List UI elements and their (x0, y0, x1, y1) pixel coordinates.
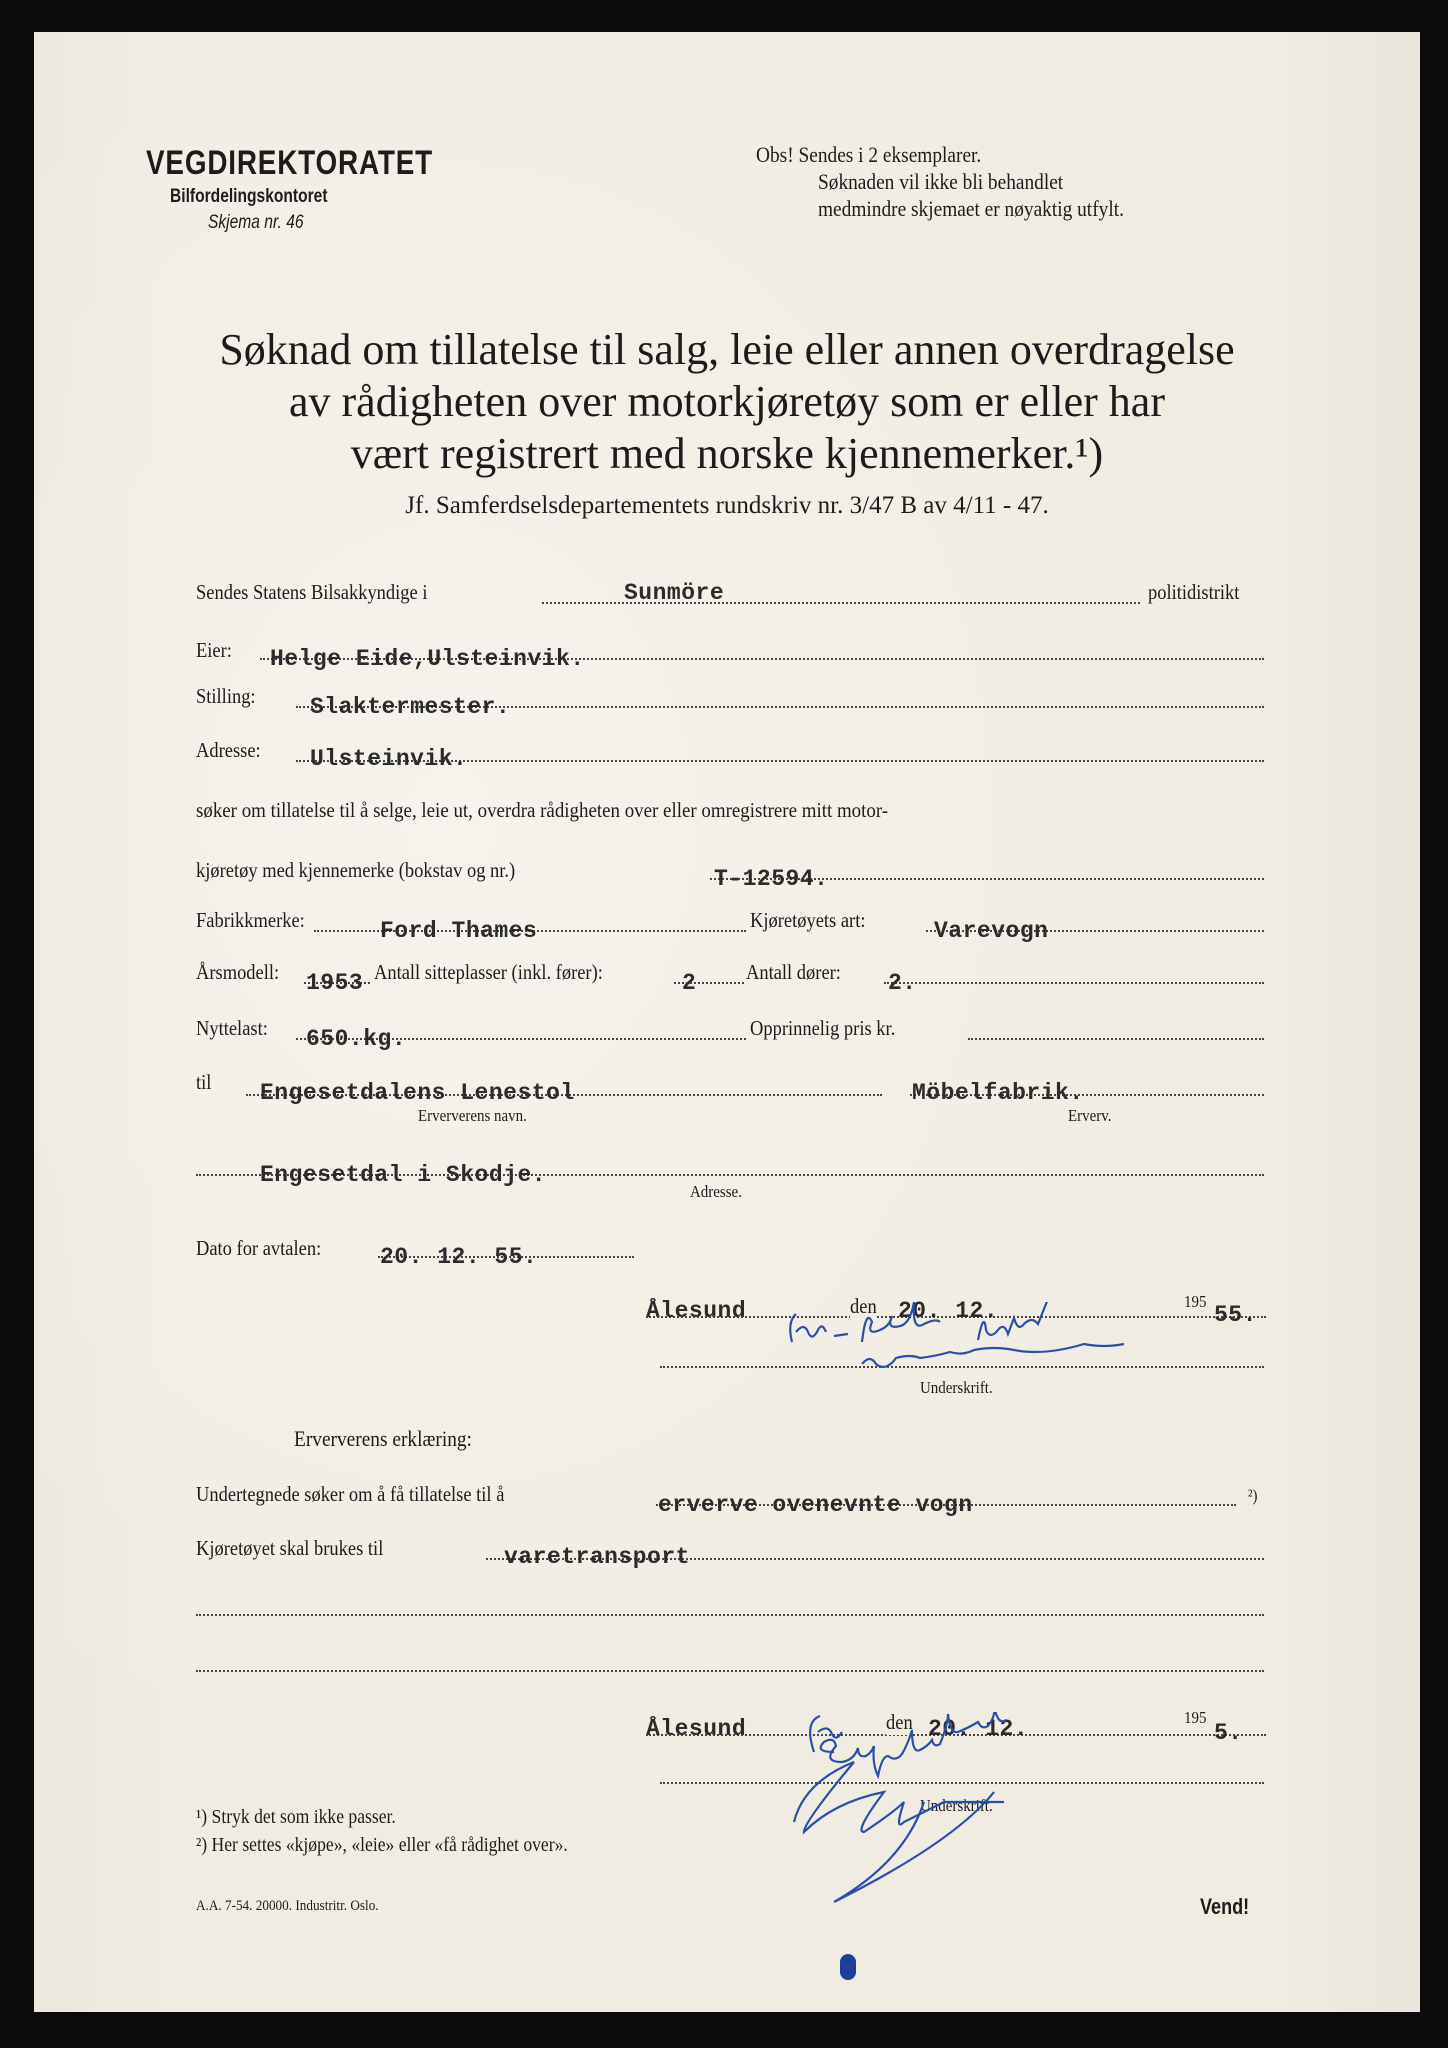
adresse-value: Ulsteinvik. (310, 746, 468, 772)
org-name: VEGDIREKTORATET (146, 144, 433, 182)
sendes-suffix: politidistrikt (1148, 580, 1240, 604)
fabrikk-label: Fabrikkmerke: (196, 908, 305, 932)
fabrikk-value: Ford Thames (380, 918, 538, 944)
declaration-heading: Erververens erklæring: (294, 1426, 472, 1451)
sig2-year-suffix: 5. (1214, 1720, 1243, 1746)
handwritten-signature-1 (782, 1302, 1222, 1382)
kjennemerke-value: T-12594. (714, 866, 829, 892)
ink-blot (840, 1954, 856, 1980)
sitte-label: Antall sitteplasser (inkl. fører): (374, 960, 603, 984)
dato-value: 20. 12. 55. (380, 1244, 538, 1270)
office-name: Bilfordelingskontoret (170, 186, 328, 207)
arsmodell-value: 1953 (306, 970, 364, 996)
footnote-2: ²) Her settes «kjøpe», «leie» eller «få rådighet over». (196, 1834, 568, 1856)
document-page (34, 32, 1420, 2012)
sig2-den: den (886, 1710, 913, 1734)
erverv-value: Möbelfabrik. (912, 1080, 1084, 1106)
arsmodell-label: Årsmodell: (196, 960, 280, 984)
sig1-den: den (850, 1294, 877, 1318)
printer-imprint: A.A. 7-54. 20000. Industritr. Oslo. (196, 1898, 379, 1914)
stilling-label: Stilling: (196, 684, 256, 708)
erverv-caption: Erverv. (1068, 1106, 1112, 1125)
footnote-1: ¹) Stryk det som ikke passer. (196, 1806, 396, 1828)
form-number: Skjema nr. 46 (208, 212, 304, 233)
art-label: Kjøretøyets art: (750, 908, 866, 932)
eier-label: Eier: (196, 638, 232, 662)
pris-label: Opprinnelig pris kr. (750, 1016, 896, 1040)
adresse-label: Adresse: (196, 738, 261, 762)
brukes-value: varetransport (504, 1544, 690, 1570)
title-line-3: vært registrert med norske kjennemerker.¹) (350, 429, 1104, 478)
dorer-label: Antall dører: (746, 960, 841, 984)
notice-line-1: Obs! Sendes i 2 eksemplarer. (756, 142, 982, 167)
undertegnede-label: Undertegnede søker om å få tillatelse til å (196, 1482, 505, 1506)
sig1-caption: Underskrift. (920, 1378, 993, 1397)
nyttelast-value: 650.kg. (306, 1026, 407, 1052)
nyttelast-label: Nyttelast: (196, 1016, 268, 1040)
sig1-year-suffix: 55. (1214, 1302, 1257, 1328)
notice-line-3: medmindre skjemaet er nøyaktig utfylt. (818, 196, 1124, 221)
title-line-1: Søknad om tillatelse til salg, leie eller annen overdragelse (219, 325, 1235, 374)
sig2-date: 20. 12. (928, 1716, 1029, 1742)
erverver-navn-caption: Erververens navn. (418, 1106, 527, 1125)
sig1-date: 20. 12. (898, 1298, 999, 1324)
blank-line (196, 1670, 1264, 1672)
handwritten-signature-2 (774, 1712, 1174, 1912)
undertegnede-value: erverve ovenevnte vogn (658, 1492, 973, 1518)
sig2-place: Ålesund (646, 1716, 747, 1742)
sig1-place: Ålesund (646, 1298, 747, 1324)
kjennemerke-label: kjøretøy med kjennemerke (bokstav og nr.) (196, 858, 516, 882)
vend-label: Vend! (1200, 1894, 1250, 1919)
title-line-2: av rådigheten over motorkjøretøy som er eller har (288, 377, 1165, 426)
undertegnede-note: ²) (1248, 1486, 1258, 1505)
sig2-caption: Underskrift. (920, 1796, 993, 1815)
art-value: Varevogn (934, 918, 1049, 944)
erverver-navn-value: Engesetdalens Lenestol (260, 1080, 575, 1106)
eier-value: Helge Eide,Ulsteinvik. (270, 646, 585, 672)
sendes-label: Sendes Statens Bilsakkyndige i (196, 580, 428, 604)
sig2-year-prefix: 195 (1184, 1708, 1207, 1727)
sig1-year-prefix: 195 (1184, 1292, 1207, 1311)
soker-text: søker om tillatelse til å selge, leie ut, overdra rådigheten over eller omregistrere mitt motor- (196, 798, 889, 822)
sitte-value: 2 (682, 970, 697, 996)
erverver-adresse-value: Engesetdal i Skodje. (260, 1162, 547, 1188)
dato-label: Dato for avtalen: (196, 1236, 322, 1260)
til-label: til (196, 1070, 212, 1094)
sendes-value: Sunmöre (624, 580, 725, 606)
blank-line (196, 1614, 1264, 1616)
dorer-value: 2. (888, 970, 917, 996)
adresse-caption: Adresse. (690, 1182, 742, 1201)
title-reference: Jf. Samferdselsdepartementets rundskriv nr. 3/47 B av 4/11 - 47. (405, 492, 1049, 519)
notice-line-2: Søknaden vil ikke bli behandlet (818, 169, 1064, 194)
stilling-value: Slaktermester. (310, 694, 511, 720)
brukes-label: Kjøretøyet skal brukes til (196, 1536, 384, 1560)
